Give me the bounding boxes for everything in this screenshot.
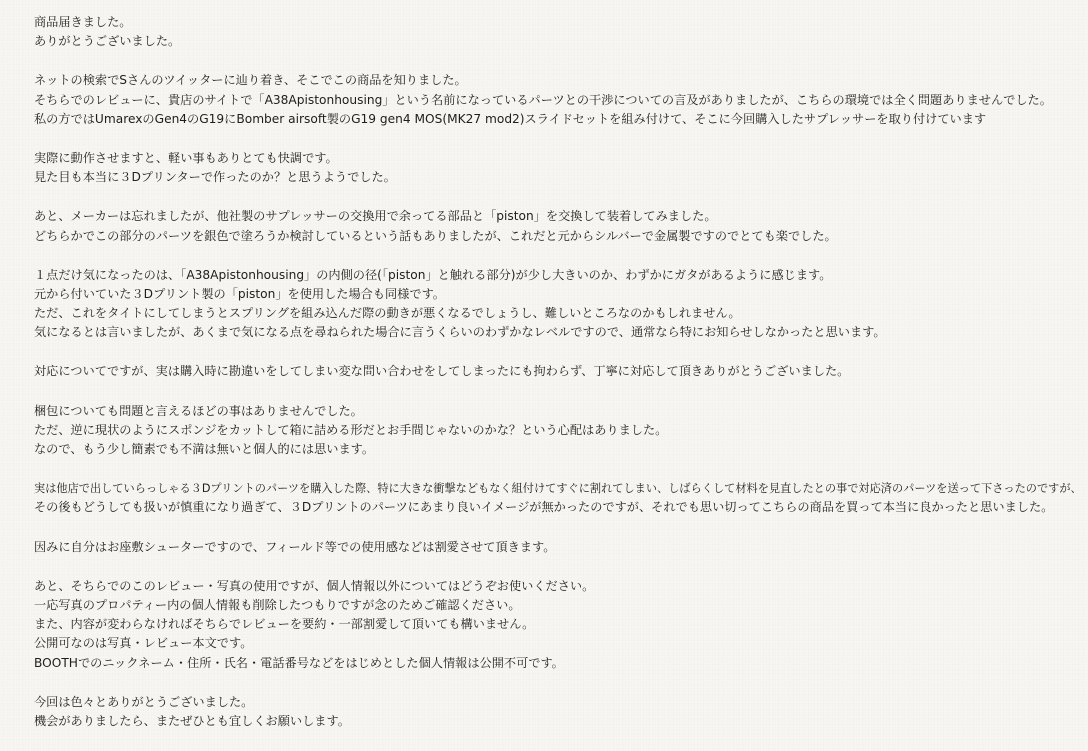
message-line: １点だけ気になったのは、「A38Apistonhousing」の内側の径(「piston」と触れる部分)が少し大きいのか、わずかにガタがあるように感じます。 — [34, 267, 832, 282]
message-line: 因みに自分はお座敷シューターですので、フィールド等での使用感などは割愛させて頂きます。 — [34, 539, 556, 554]
message-paragraph — [34, 71, 1084, 129]
message-line: ネットの検索でSさんのツイッターに辿り着き、そこでこの商品を知りました。 — [34, 73, 467, 88]
review-message-body — [34, 13, 1084, 751]
message-line: 気になるとは言いましたが、あくまで気になる点を尋ねられた場合に言うくらいのわずかなレベルですので、通常なら特にお知らせしなかったと思います。 — [34, 325, 886, 340]
message-paragraph — [34, 266, 1084, 343]
message-paragraph — [34, 13, 1084, 51]
message-line: 公開可なのは写真・レビュー本文です。 — [34, 636, 253, 651]
message-paragraph — [34, 402, 1084, 460]
message-paragraph — [34, 207, 1084, 245]
message-line: その後もどうしても扱いが慎重になり過ぎて、３Dプリントのパーツにあまり良いイメージが無かったのですが、それでも思い切ってこちらの商品を買って本当に良かったと思いました。 — [34, 500, 1054, 515]
message-line: 対応についてですが、実は購入時に勘違いをしてしまい変な問い合わせをしてしまったにも拘わらず、丁寧に対応して頂きありがとうございました。 — [34, 364, 850, 379]
message-line: あと、そちらでのこのレビュー・写真の使用ですが、個人情報以外についてはどうぞお使いください。 — [34, 578, 595, 593]
message-line: 実は他店で出していらっしゃる３Dプリントのパーツを購入した際、特に大きな衝撃などもなく組付けてすぐに割れてしまい、しばらくして材料を見直したとの事で対応済のパーツを送って下さったのですが、 — [34, 482, 1082, 496]
message-line: 見た目も本当に３Dプリンターで作ったのか？と思うようでした。 — [34, 170, 396, 185]
message-paragraph — [34, 479, 1084, 517]
message-paragraph — [34, 149, 1084, 187]
message-line: また、内容が変わらなければそちらでレビューを要約・一部割愛して頂いても構いません。 — [34, 617, 535, 632]
message-line: 元から付いていた３Dプリント製の「piston」を使用した場合も同様です。 — [34, 286, 445, 301]
message-paragraph — [34, 577, 1084, 673]
message-line: あと、メーカーは忘れましたが、他社製のサプレッサーの交換用で余ってる部品と「piston」を交換して装着してみました。 — [34, 209, 717, 224]
message-paragraph — [34, 693, 1084, 731]
message-line: BOOTHでのニックネーム・住所・氏名・電話番号などをはじめとした個人情報は公開不可です。 — [34, 655, 564, 670]
message-line: 梱包についても問題と言えるほどの事はありませんでした。 — [34, 403, 363, 418]
message-line: 私の方ではUmarexのGen4のG19にBomber airsoft製のG19 gen4 MOS(MK27 mod2)スライドセットを組み付けて、そこに今回購入したサプレッサーを取り付けています — [34, 111, 987, 126]
message-line: 一応写真のプロパティー内の個人情報も削除したつもりですが念のためご確認ください。 — [34, 597, 521, 612]
message-line: 機会がありましたら、またぜひとも宜しくお願いします。 — [34, 713, 350, 728]
message-line: どちらかでこの部分のパーツを銀色で塗ろうか検討しているという話もありましたが、これだと元からシルバーで金属製ですのでとても楽でした。 — [34, 228, 837, 243]
message-paragraph — [34, 538, 1084, 557]
message-line: そちらでのレビューに、貴店のサイトで「A38Apistonhousing」という名前になっているパーツとの干渉についての言及がありましたが、こちらの環境では全く問題ありませんでした。 — [34, 92, 1052, 107]
message-line: なので、もう少し簡素でも不満は無いと個人的には思います。 — [34, 442, 375, 456]
message-line: 今回は色々とありがとうございました。 — [34, 694, 254, 709]
message-line: 商品届きました。 — [34, 15, 132, 29]
message-paragraph — [34, 362, 1084, 381]
message-line: ただ、これをタイトにしてしまうとスプリングを組み込んだ際の動きが悪くなるでしょうし、難しいところなのかもしれません。 — [34, 306, 741, 321]
message-line: ただ、逆に現状のようにスポンジをカットして箱に詰める形だとお手間じゃないのかな？という心配はありました。 — [34, 422, 668, 437]
message-line: 実際に動作させますと、軽い事もありとても快調です。 — [34, 150, 338, 165]
message-line: ありがとうございました。 — [34, 34, 181, 49]
